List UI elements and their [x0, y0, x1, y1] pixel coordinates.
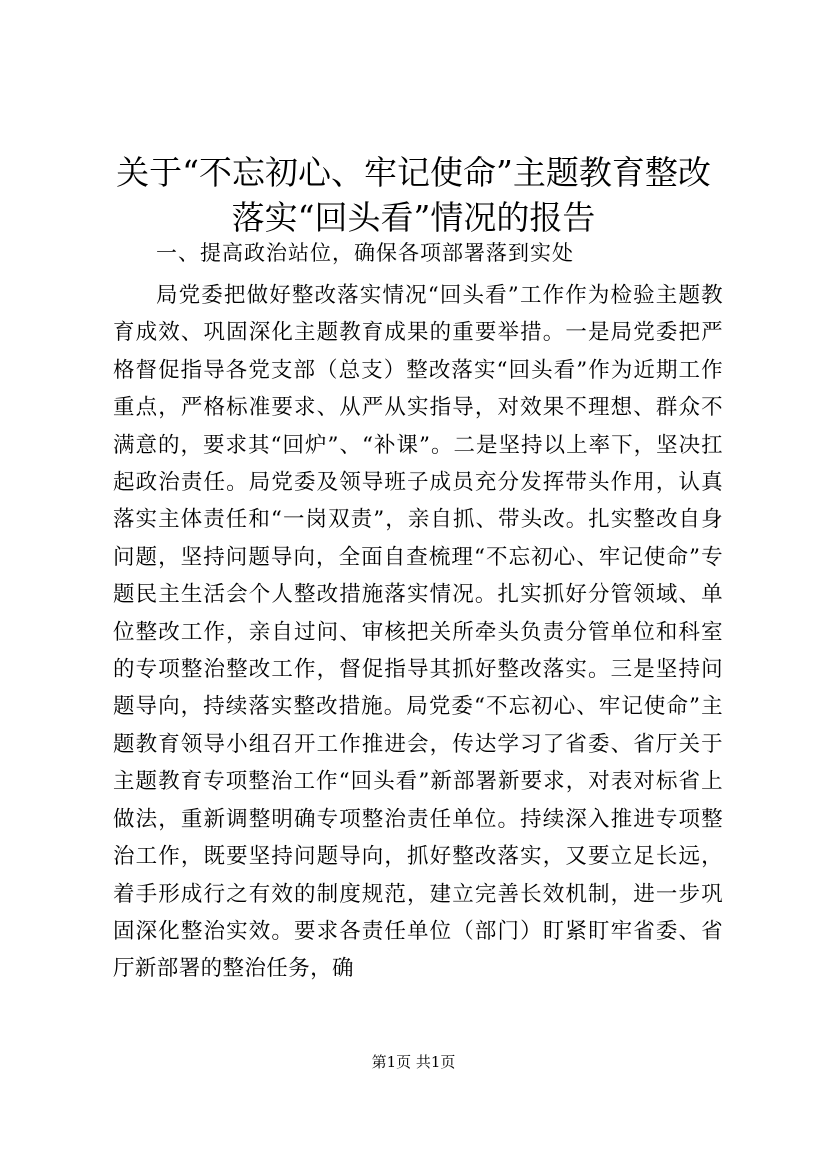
body-paragraph: 局党委把做好整改落实情况“回头看”工作作为检验主题教育成效、巩固深化主题教育成果的重要举措。一是局党委把严格督促指导各党支部（总支）整改落实“回头看”作为近期工作重点，严格标准要求、从严从实指导，对效果不理想、群众不满意的，要求其“回炉”、“补课”。二是坚持以上率下，坚决扛起政治责任。局党委及领导班子成员充分发挥带头作用，认真落实主体责任和“一岗双责”，亲自抓、带头改。扎实整改自身问题，坚持问题导向，全面自查梳理“不忘初心、牢记使命”专题民主生活会个人整改措施落实情况。扎实抓好分管领域、单位整改工作，亲自过问、审核把关所牵头负责分管单位和科室的专项整治整改工作，督促指导其抓好整改落实。三是坚持问题导向，持续落实整改措施。局党委“不忘初心、牢记使命”主题教育领导小组召开工作推进会，传达学习了省委、省厅关于主题教育专项整治工作“回头看”新部署新要求，对表对标省上做法，重新调整明确专项整治责任单位。持续深入推进专项整治工作，既要坚持问题导向，抓好整改落实，又要立足长远，着手形成行之有效的制度规范，建立完善长效机制，进一步巩固深化整治实效。要求各责任单位（部门）盯紧盯牢省委、省厅新部署的整治任务，确: [113, 283, 723, 982]
page-footer: 第1页 共1页: [371, 1053, 456, 1071]
section-heading: 一、提高政治站位，确保各项部署落到实处: [156, 241, 574, 265]
document-title: 关于“不忘初心、牢记使命”主题教育整改落实“回头看”情况的报告: [116, 153, 711, 237]
